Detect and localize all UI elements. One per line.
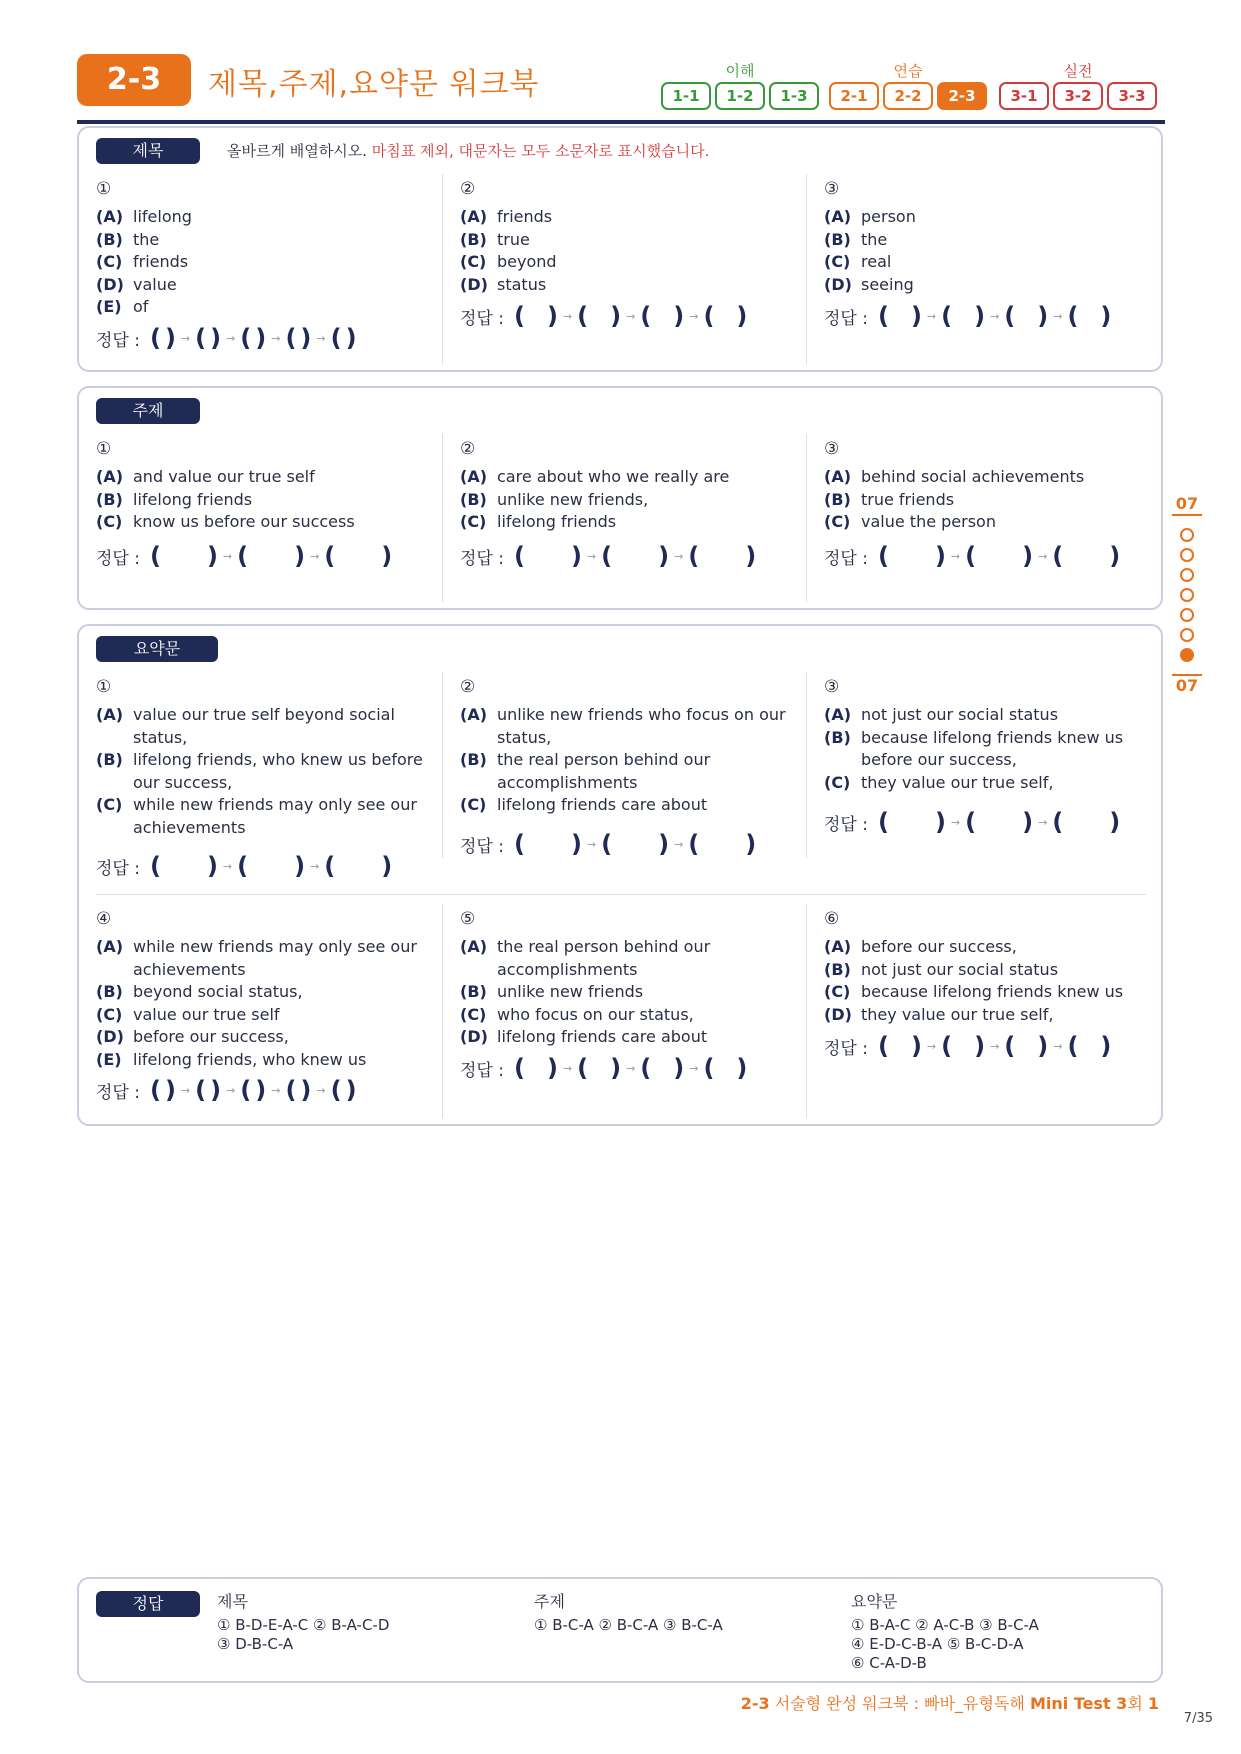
progress-dot[interactable] [1180,528,1194,542]
answer-key-topic: 주제 ① B-C-A ② B-C-A ③ B-C-A [534,1592,723,1634]
question-number: ③ [824,179,840,199]
nav-group-real [999,60,1157,110]
question-number: ② [460,677,476,697]
page-number: 7/35 [1183,1711,1213,1726]
header-divider [77,120,1165,124]
column-divider [442,672,443,858]
answer-blank[interactable]: 정답 : ( ) → ( ) → ( ) → ( ) [824,302,1112,330]
progress-dot[interactable] [1180,608,1194,622]
instruction-text: 올바르게 배열하시오. 마침표 제외, 대문자는 모두 소문자로 표시했습니다. [227,142,710,160]
row-divider [96,894,1146,895]
answer-blank[interactable]: 정답 : ( ) → ( ) → ( ) [824,542,1121,570]
nav-button-1-3[interactable]: 1-3 [769,82,819,110]
section-topic [77,386,1163,610]
progress-dot[interactable] [1180,568,1194,582]
question-title-2: ② (A) friends (B) true (C) beyond (D) status 정답 : ( ) → ( ) → ( ) → ( ) [460,178,800,296]
answer-key-title: 제목 ① B-D-E-A-C ② B-A-C-D ③ D-B-C-A [217,1592,390,1653]
column-divider [806,434,807,602]
column-divider [442,174,443,364]
section-label: 주제 [96,398,200,424]
column-divider [806,904,807,1118]
column-divider [806,174,807,364]
nav-group-label: 실전 [1063,62,1093,80]
nav-button-2-1[interactable]: 2-1 [829,82,879,110]
answer-blank[interactable]: 정답 : ( ) → ( ) → ( ) → ( ) [824,1032,1112,1060]
section-label: 제목 [96,138,200,164]
question-title-3: ③ (A) person (B) the (C) real (D) seeing 정답 : ( ) → ( ) → ( ) → ( ) [824,178,1164,296]
question-topic-1: ① (A) and value our true self (B) lifelong friends (C) know us before our success 정답 : ( ) → ( ) → ( ) [96,438,436,534]
nav-button-3-1[interactable]: 3-1 [999,82,1049,110]
nav-group-label: 연습 [893,62,923,80]
question-title-1: ① (A) lifelong (B) the (C) friends (D) value (E) of 정답 : ( ) → ( ) → ( ) → ( ) → ( ) [96,178,436,319]
column-divider [442,434,443,602]
question-summary-5: ⑤ (A) the real person behind our accomplishments (B) unlike new friends (C) who focus on our status, (D) lifelong friends care about 정답 : ( ) → ( ) → ( ) → ( ) [460,908,800,1049]
question-number: ③ [824,439,840,459]
answer-key-label: 정답 [96,1591,200,1617]
section-summary [77,624,1163,1126]
page-title: 제목,주제,요약문 워크북 [208,67,540,102]
section-title [77,126,1163,372]
question-number: ② [460,439,476,459]
question-summary-4: ④ (A) while new friends may only see our achievements (B) beyond social status, (C) value our true self (D) before our success, (E) lifelong friends, who knew us 정답 : ( ) → ( ) → ( ) → ( ) → ( ) [96,908,436,1072]
page-footer: 2-3 서술형 완성 워크북 : 빠바_유형독해 Mini Test 3회 1 [740,1694,1159,1713]
nav-button-3-2[interactable]: 3-2 [1053,82,1103,110]
side-chapter-number: 07 [1172,674,1202,696]
column-divider [806,672,807,858]
nav-button-1-1[interactable]: 1-1 [661,82,711,110]
answer-blank[interactable]: 정답 : ( ) → ( ) → ( ) → ( ) [460,302,748,330]
page-header [77,52,1165,124]
question-summary-1: ① (A) value our true self beyond social status, (B) lifelong friends, who knew us before our success, (C) while new friends may only see our achievements 정답 : ( ) → ( ) → ( ) [96,676,436,840]
question-summary-2: ② (A) unlike new friends who focus on our status, (B) the real person behind our accomplishments (C) lifelong friends care about 정답 : ( ) → ( ) → ( ) [460,676,800,817]
answer-key [77,1577,1163,1683]
answer-blank[interactable]: 정답 : ( ) → ( ) → ( ) [96,542,393,570]
question-number: ⑥ [824,909,840,929]
answer-blank[interactable]: 정답 : ( ) → ( ) → ( ) → ( ) [460,1054,748,1082]
nav-button-2-3[interactable]: 2-3 [937,82,987,110]
progress-dot[interactable] [1180,588,1194,602]
progress-dot[interactable] [1180,548,1194,562]
answer-blank[interactable]: 정답 : ( ) → ( ) → ( ) [96,852,393,880]
nav-group-understanding [661,60,819,110]
column-divider [442,904,443,1118]
answer-blank[interactable]: 정답 : ( ) → ( ) → ( ) [824,808,1121,836]
nav-group-label: 이해 [725,62,755,80]
question-number: ② [460,179,476,199]
answer-blank[interactable]: 정답 : ( ) → ( ) → ( ) [460,542,757,570]
side-progress-nav [1172,494,1202,696]
question-summary-3: ③ (A) not just our social status (B) because lifelong friends knew us before our success, (C) they value our true self, 정답 : ( ) → ( ) → ( ) [824,676,1164,794]
progress-dot[interactable] [1180,628,1194,642]
section-label: 요약문 [96,636,218,662]
nav-group-practice [829,60,987,110]
nav-button-2-2[interactable]: 2-2 [883,82,933,110]
question-topic-2: ② (A) care about who we really are (B) unlike new friends, (C) lifelong friends 정답 : ( ) → ( ) → ( ) [460,438,800,534]
question-number: ⑤ [460,909,476,929]
question-number: ① [96,677,112,697]
question-summary-6: ⑥ (A) before our success, (B) not just our social status (C) because lifelong friends knew us (D) they value our true self, 정답 : ( ) → ( ) → ( ) → ( ) [824,908,1164,1026]
question-number: ① [96,439,112,459]
nav-button-1-2[interactable]: 1-2 [715,82,765,110]
side-chapter-number: 07 [1172,494,1202,516]
progress-dot-current[interactable] [1180,648,1194,662]
nav-button-3-3[interactable]: 3-3 [1107,82,1157,110]
question-number: ③ [824,677,840,697]
answer-blank[interactable]: 정답 : ( ) → ( ) → ( ) → ( ) → ( ) [96,1076,357,1104]
lesson-badge: 2-3 [77,54,191,106]
question-number: ④ [96,909,112,929]
answer-blank[interactable]: 정답 : ( ) → ( ) → ( ) → ( ) → ( ) [96,324,357,352]
answer-key-summary: 요약문 ① B-A-C ② A-C-B ③ B-C-A ④ E-D-C-B-A ⑤ B-C-D-A ⑥ C-A-D-B [851,1592,1039,1672]
question-number: ① [96,179,112,199]
answer-blank[interactable]: 정답 : ( ) → ( ) → ( ) [460,830,757,858]
question-topic-3: ③ (A) behind social achievements (B) true friends (C) value the person 정답 : ( ) → ( ) → ( ) [824,438,1164,534]
